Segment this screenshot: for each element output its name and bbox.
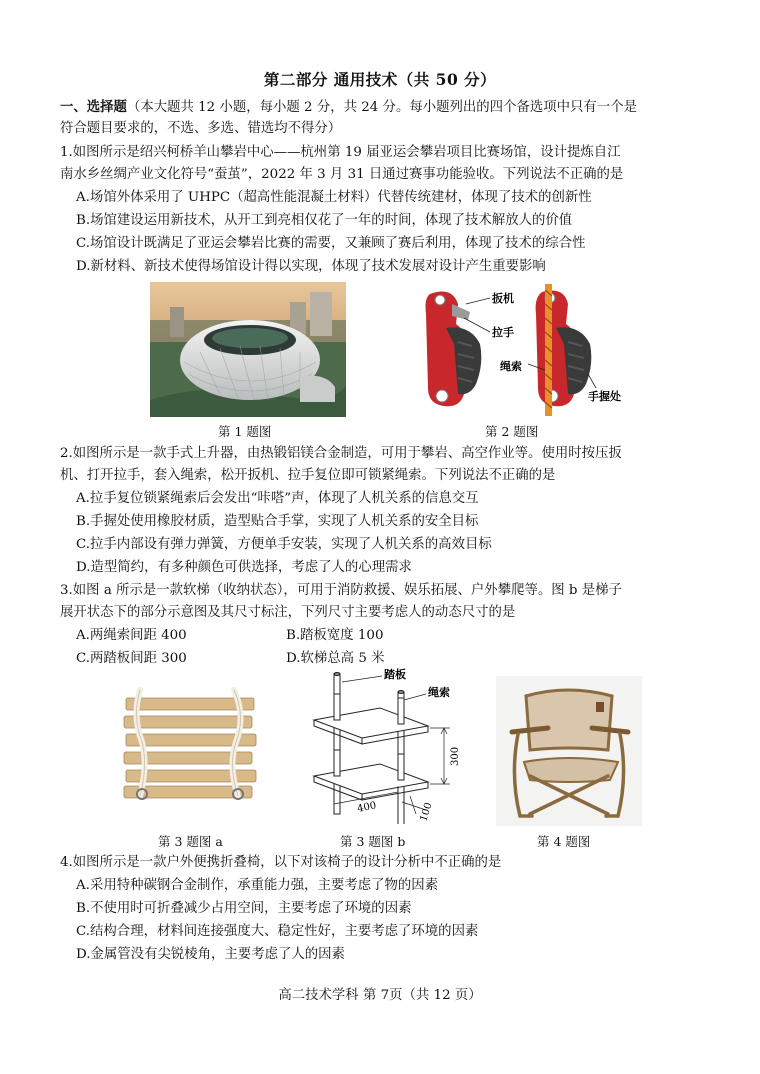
q3-stem-1: 3.如图 a 所示是一款软梯（收纳状态），可用于消防救援、娱乐拓展、户外攀爬等。图 b 是梯子 [60, 583, 622, 598]
q2-stem-1: 2.如图所示是一款手式上升器，由热锻铝镁合金制造，可用于攀岩、高空作业等。使用时按压扳 [60, 446, 622, 461]
label-trigger: 扳机 [492, 292, 514, 305]
dim-400: 400 [356, 800, 378, 815]
q3-option-c: C.两踏板间距 300 [76, 651, 187, 666]
section-heading: 一、选择题 [60, 99, 127, 115]
figure-1-caption: 第 1 题图 [218, 424, 272, 439]
q1-option-d: D.新材料、新技术使得场馆设计得以实现，体现了技术发展对设计产生重要影响 [76, 259, 546, 274]
q1-stem-2: 南水乡丝绸产业文化符号“蚕茧”，2022 年 3 月 31 日通过赛事功能验收。下列说法不正确的是 [60, 167, 624, 182]
section-description: （本大题共 12 小题，每小题 2 分，共 24 分。每小题列出的四个备选项中只有一个是 [126, 100, 637, 115]
label-rope: 绳索 [500, 360, 522, 373]
q4-option-d: D.金属管没有尖锐棱角，主要考虑了人的因素 [76, 947, 345, 962]
q4-option-c: C.结构合理，材料间连接强度大、稳定性好，主要考虑了环境的因素 [76, 924, 479, 939]
section-description-2: 符合题目要求的，不选、多选、错选均不得分） [60, 121, 342, 136]
q3-option-b: B.踏板宽度 100 [286, 628, 384, 643]
q2-option-b: B.手握处使用橡胶材质，造型贴合手掌，实现了人机关系的安全目标 [76, 514, 479, 529]
dim-100: 100 [418, 801, 435, 823]
label-handle: 拉手 [492, 326, 514, 339]
label-pedal: 踏板 [384, 668, 406, 681]
q2-option-d: D.造型简约，有多种颜色可供选择，考虑了人的心理需求 [76, 560, 412, 575]
q4-option-a: A.采用特种碳钢合金制作，承重能力强，主要考虑了物的因素 [76, 878, 439, 893]
q3-stem-2: 展开状态下的部分示意图及其尺寸标注，下列尺寸主要考虑人的动态尺寸的是 [60, 605, 516, 620]
label-grip: 手握处 [588, 390, 621, 403]
q1-option-c: C.场馆设计既满足了亚运会攀岩比赛的需要，又兼顾了赛后利用，体现了技术的综合性 [76, 236, 586, 251]
page-title: 第二部分 通用技术（共 50 分） [263, 70, 497, 89]
q1-option-a: A.场馆外体采用了 UHPC（超高性能混凝土材料）代替传统建材，体现了技术的创新性 [76, 190, 592, 205]
page-footer: 高二技术学科 第 7页（共 12 页） [278, 988, 482, 1003]
q1-option-b: B.场馆建设运用新技术，从开工到亮相仅花了一年的时间，体现了技术解放人的价值 [76, 213, 573, 228]
figure-4-folding-chair-photo [496, 676, 642, 826]
figure-3b-ladder-diagram [300, 664, 480, 824]
q3-option-d: D.软梯总高 5 米 [286, 651, 385, 666]
section-intro-line-1 [60, 96, 710, 119]
figure-4-caption: 第 4 题图 [537, 834, 591, 849]
q4-stem: 4.如图所示是一款户外便携折叠椅，以下对该椅子的设计分析中不正确的是 [60, 855, 502, 870]
label-rope-3b: 绳索 [428, 686, 450, 699]
q3-option-a: A.两绳索间距 400 [76, 628, 187, 643]
figure-3b-caption: 第 3 题图 b [340, 834, 406, 849]
q2-option-a: A.拉手复位锁紧绳索后会发出“咔嗒”声，体现了人机关系的信息交互 [76, 491, 479, 506]
figure-3a-rope-ladder-photo [118, 686, 266, 806]
q1-stem-1: 1.如图所示是绍兴柯桥羊山攀岩中心——杭州第 19 届亚运会攀岩项目比赛场馆，设计提炼自江 [60, 145, 621, 160]
figure-1-stadium-photo [150, 282, 346, 417]
figure-2-hand-ascender [412, 284, 642, 416]
dim-300: 300 [450, 746, 461, 766]
q2-stem-2: 机、打开拉手，套入绳索，松开扳机、拉手复位即可锁紧绳索。下列说法不正确的是 [60, 468, 556, 483]
figure-3a-caption: 第 3 题图 a [158, 834, 223, 849]
q2-option-c: C.拉手内部设有弹力弹簧，方便单手安装，实现了人机关系的高效目标 [76, 537, 492, 552]
figure-2-caption: 第 2 题图 [485, 424, 539, 439]
q4-option-b: B.不使用时可折叠减少占用空间，主要考虑了环境的因素 [76, 901, 412, 916]
